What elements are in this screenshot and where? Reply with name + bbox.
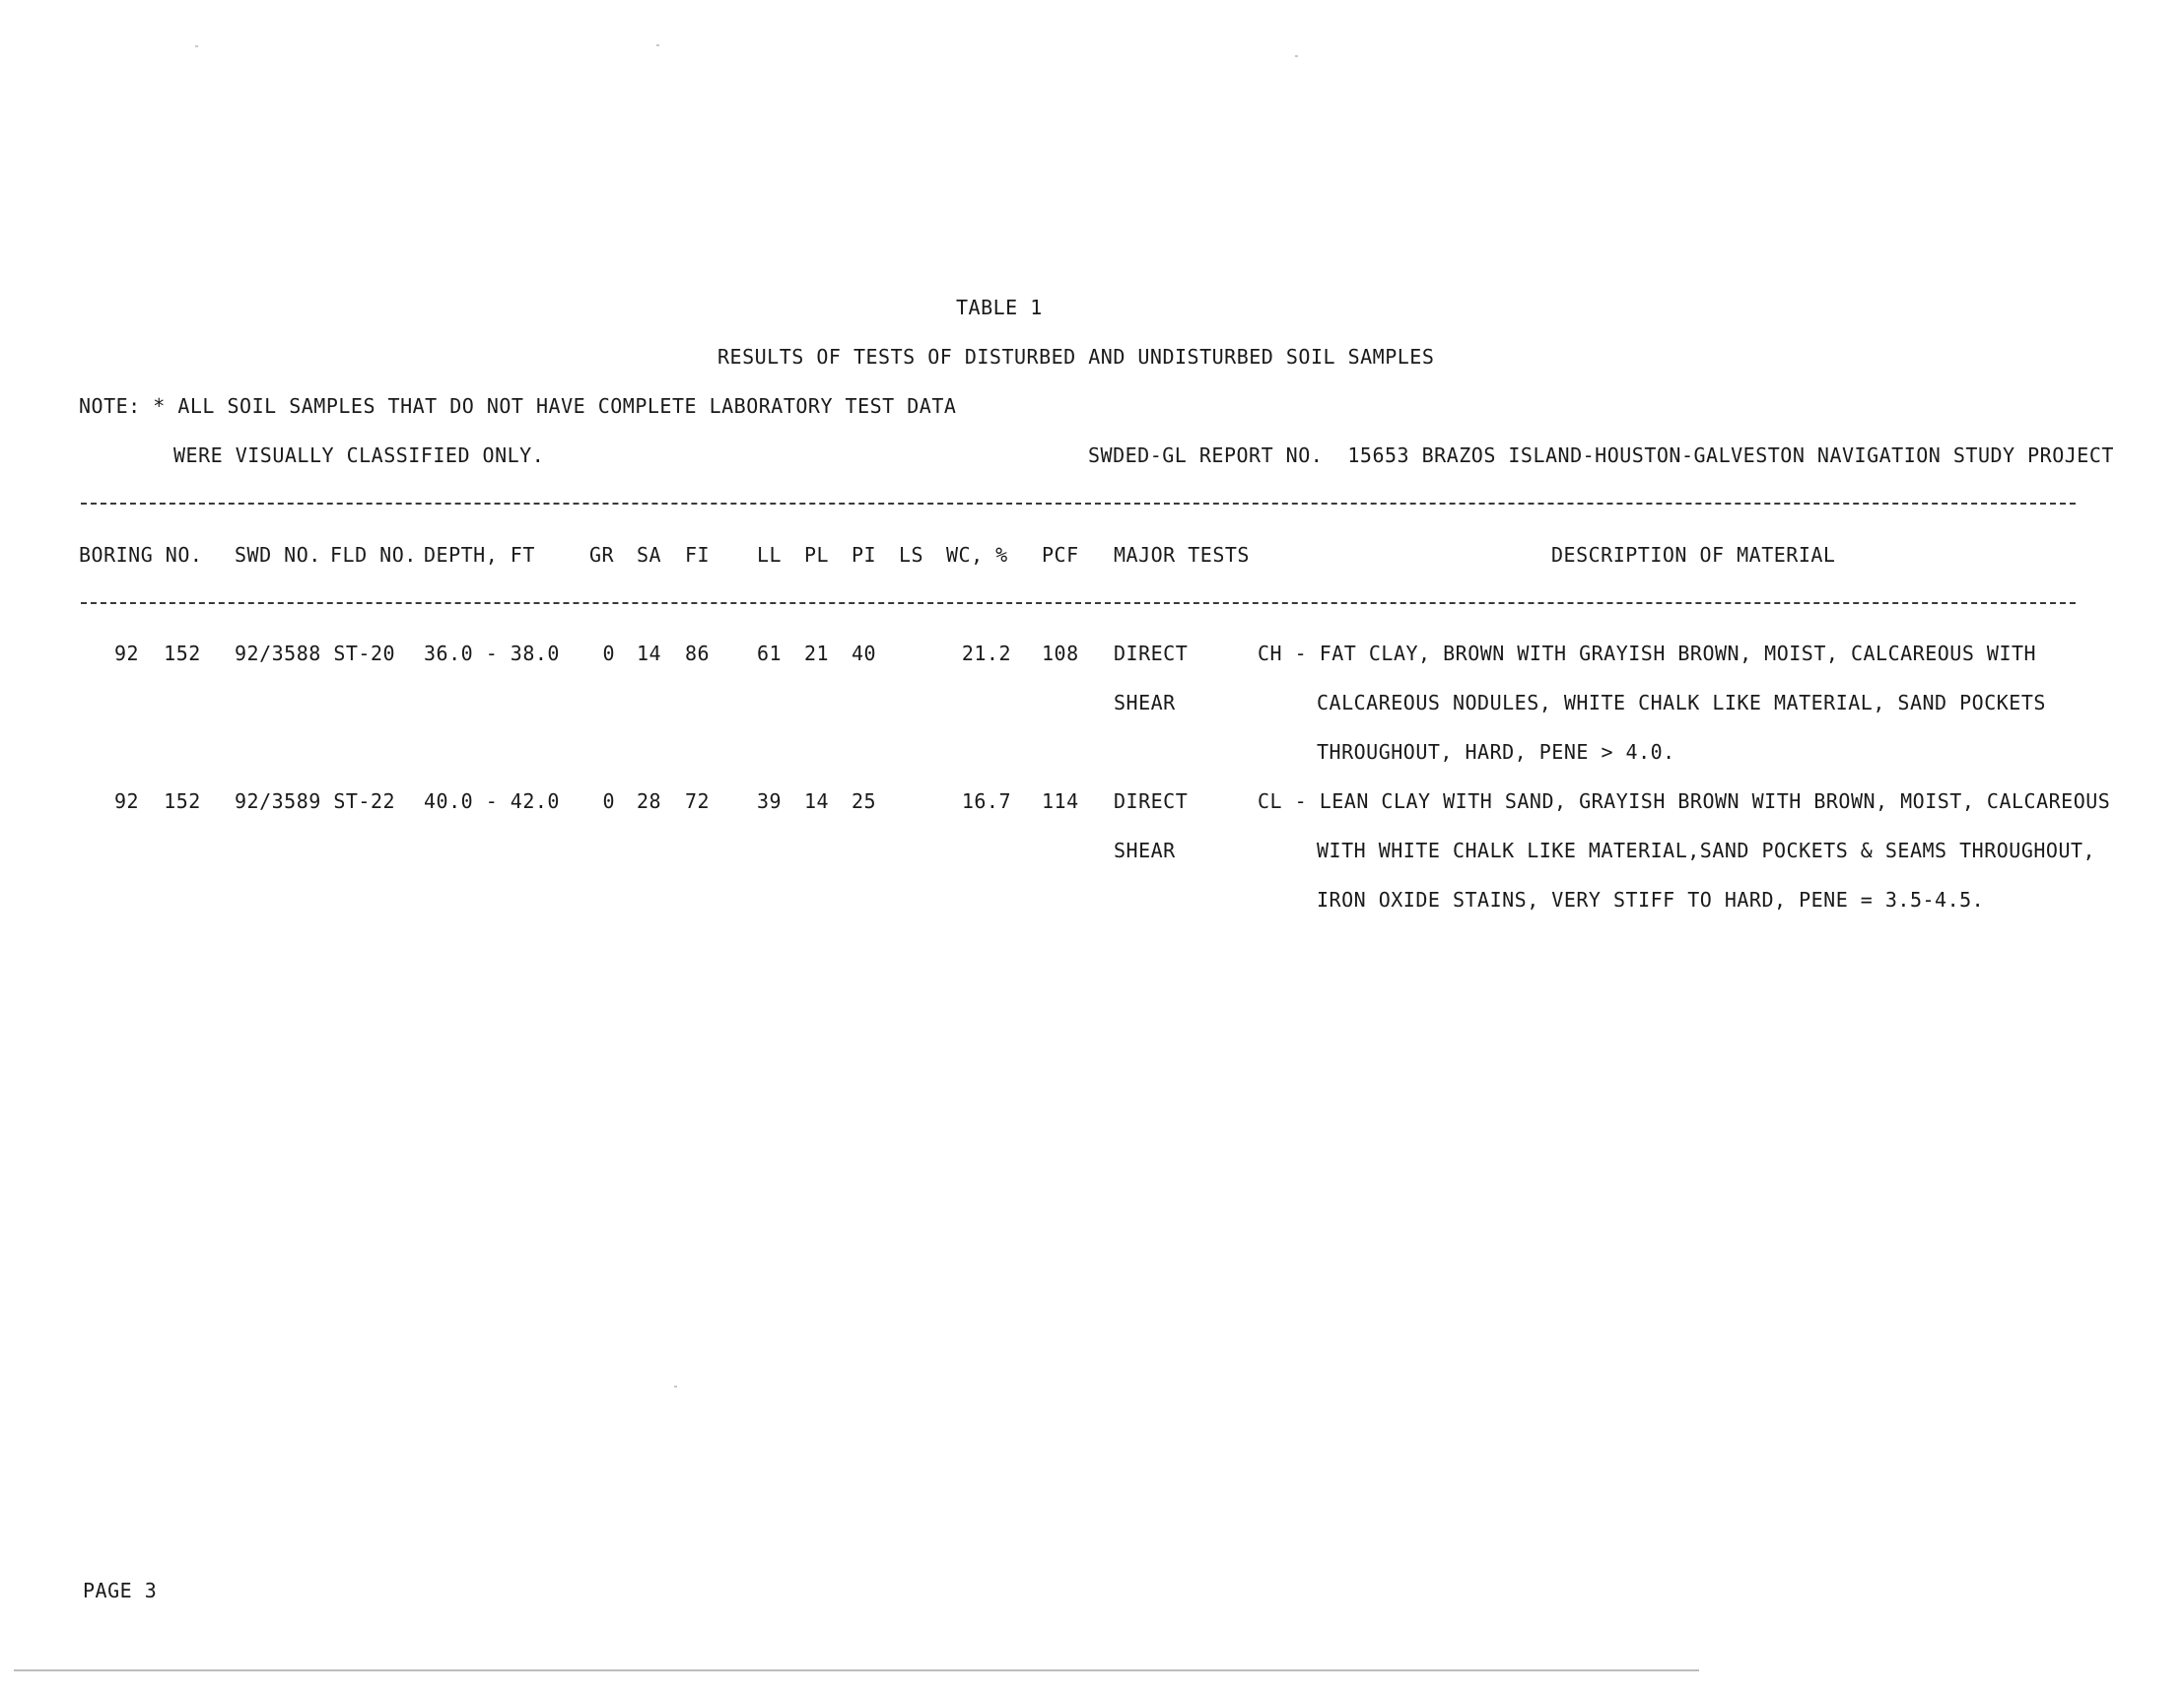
cell-fi: 86 (685, 642, 711, 665)
cell-depth: 36.0 - 38.0 (424, 642, 560, 665)
report-reference: SWDED-GL REPORT NO. 15653 BRAZOS ISLAND-HOUSTON-GALVESTON NAVIGATION STUDY PROJECT (1088, 443, 2114, 467)
cell-description-line-1: CL - LEAN CLAY WITH SAND, GRAYISH BROWN WITH BROWN, MOIST, CALCAREOUS (1258, 789, 2111, 813)
cell-ll: 61 (757, 642, 783, 665)
col-header-ll: LL (757, 543, 783, 567)
note-line-1: NOTE: * ALL SOIL SAMPLES THAT DO NOT HAVE COMPLETE LABORATORY TEST DATA (79, 394, 957, 418)
cell-pcf: 108 (1042, 642, 1079, 665)
col-header-pi: PI (852, 543, 877, 567)
cell-pi: 40 (852, 642, 877, 665)
cell-description-line-3: IRON OXIDE STAINS, VERY STIFF TO HARD, PENE = 3.5-4.5. (1317, 888, 1985, 912)
cell-swd-fld: 92/3588 ST-20 (235, 642, 396, 665)
cell-gr: 0 (602, 789, 615, 813)
note-line-2: WERE VISUALLY CLASSIFIED ONLY. (173, 443, 545, 467)
cell-sa: 14 (637, 642, 662, 665)
cell-sa: 28 (637, 789, 662, 813)
scan-speck (674, 1386, 677, 1388)
scan-speck (656, 44, 659, 46)
header-bottom-rule (81, 602, 2076, 604)
col-header-swd: SWD NO. (235, 543, 321, 567)
cell-fi: 72 (685, 789, 711, 813)
cell-swd-fld: 92/3589 ST-22 (235, 789, 396, 813)
scan-speck (1295, 55, 1298, 57)
cell-major-test: DIRECT (1114, 642, 1189, 665)
cell-description-line-1: CH - FAT CLAY, BROWN WITH GRAYISH BROWN, MOIST, CALCAREOUS WITH (1258, 642, 2037, 665)
scan-edge-line (14, 1669, 1699, 1671)
cell-major-test: DIRECT (1114, 789, 1189, 813)
cell-depth: 40.0 - 42.0 (424, 789, 560, 813)
col-header-pl: PL (804, 543, 830, 567)
scan-speck (195, 45, 198, 47)
col-header-ls: LS (899, 543, 924, 567)
col-header-gr: GR (589, 543, 615, 567)
cell-pl: 21 (804, 642, 830, 665)
cell-pi: 25 (852, 789, 877, 813)
col-header-fi: FI (685, 543, 711, 567)
page-number: PAGE 3 (83, 1579, 158, 1602)
cell-pcf: 114 (1042, 789, 1079, 813)
cell-major-test-cont: SHEAR (1114, 691, 1176, 714)
cell-boring: 92 152 (114, 642, 201, 665)
cell-pl: 14 (804, 789, 830, 813)
cell-wc: 21.2 (961, 642, 1011, 665)
col-header-depth: DEPTH, FT (424, 543, 535, 567)
col-header-wc: WC, % (946, 543, 1008, 567)
col-header-major-tests: MAJOR TESTS (1114, 543, 1250, 567)
col-header-sa: SA (637, 543, 662, 567)
cell-description-line-2: CALCAREOUS NODULES, WHITE CHALK LIKE MATERIAL, SAND POCKETS (1317, 691, 2046, 714)
col-header-pcf: PCF (1042, 543, 1079, 567)
cell-description-line-2: WITH WHITE CHALK LIKE MATERIAL,SAND POCKETS & SEAMS THROUGHOUT, (1317, 839, 2096, 862)
col-header-fld: FLD NO. (330, 543, 417, 567)
cell-boring: 92 152 (114, 789, 201, 813)
table-subtitle: RESULTS OF TESTS OF DISTURBED AND UNDISTURBED SOIL SAMPLES (717, 345, 1435, 369)
cell-wc: 16.7 (961, 789, 1011, 813)
cell-gr: 0 (602, 642, 615, 665)
cell-description-line-3: THROUGHOUT, HARD, PENE > 4.0. (1317, 740, 1675, 764)
cell-ll: 39 (757, 789, 783, 813)
col-header-description: DESCRIPTION OF MATERIAL (1551, 543, 1836, 567)
cell-major-test-cont: SHEAR (1114, 839, 1176, 862)
table-title: TABLE 1 (956, 296, 1043, 319)
col-header-boring: BORING NO. (79, 543, 203, 567)
header-top-rule (81, 503, 2076, 505)
